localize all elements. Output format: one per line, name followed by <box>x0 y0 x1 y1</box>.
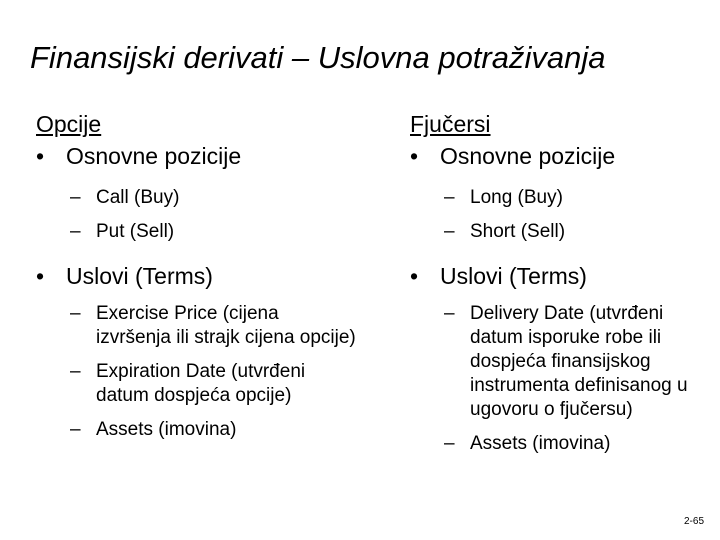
list-item: – Short (Sell) <box>444 221 566 242</box>
list-item: – Call (Buy) <box>70 187 180 208</box>
futures-column <box>410 108 710 456</box>
slide-title: Finansijski derivati – Uslovna potraživanja <box>30 40 606 75</box>
list-item: – Expiration Date (utvrđeni datum dospjeća opcije) <box>70 361 306 406</box>
dash-icon: – <box>70 361 81 382</box>
dash-icon: – <box>444 433 455 454</box>
bullet-icon: • <box>410 143 419 169</box>
dash-icon: – <box>70 187 81 208</box>
list-item: – Put (Sell) <box>70 221 175 242</box>
dash-icon: – <box>444 221 455 242</box>
dash-icon: – <box>444 187 455 208</box>
list-item: – Delivery Date (utvrđeni datum isporuke robe ili dospjeća finansijskog instrumenta definisanog u ugovoru o fjučersu) <box>444 303 688 420</box>
page-number: 2-65 <box>684 516 705 527</box>
options-basic-positions: • Osnovne pozicije <box>36 140 356 172</box>
dash-icon: – <box>70 221 81 242</box>
dash-icon: – <box>70 303 81 324</box>
bullet-icon: • <box>36 263 45 289</box>
bullet-icon: • <box>410 263 419 289</box>
futures-heading: Fjučersi <box>410 111 491 137</box>
dash-icon: – <box>444 303 455 324</box>
list-item: – Assets (imovina) <box>70 419 237 440</box>
options-terms: • Uslovi (Terms) <box>36 260 356 292</box>
dash-icon: – <box>70 419 81 440</box>
futures-basic-positions: • Osnovne pozicije <box>410 140 710 172</box>
futures-terms: • Uslovi (Terms) <box>410 260 710 292</box>
list-item: – Assets (imovina) <box>444 433 611 454</box>
list-item: – Long (Buy) <box>444 187 563 208</box>
options-column <box>36 108 356 442</box>
bullet-icon: • <box>36 143 45 169</box>
list-item: – Exercise Price (cijena izvršenja ili strajk cijena opcije) <box>70 303 356 348</box>
options-heading: Opcije <box>36 111 102 137</box>
